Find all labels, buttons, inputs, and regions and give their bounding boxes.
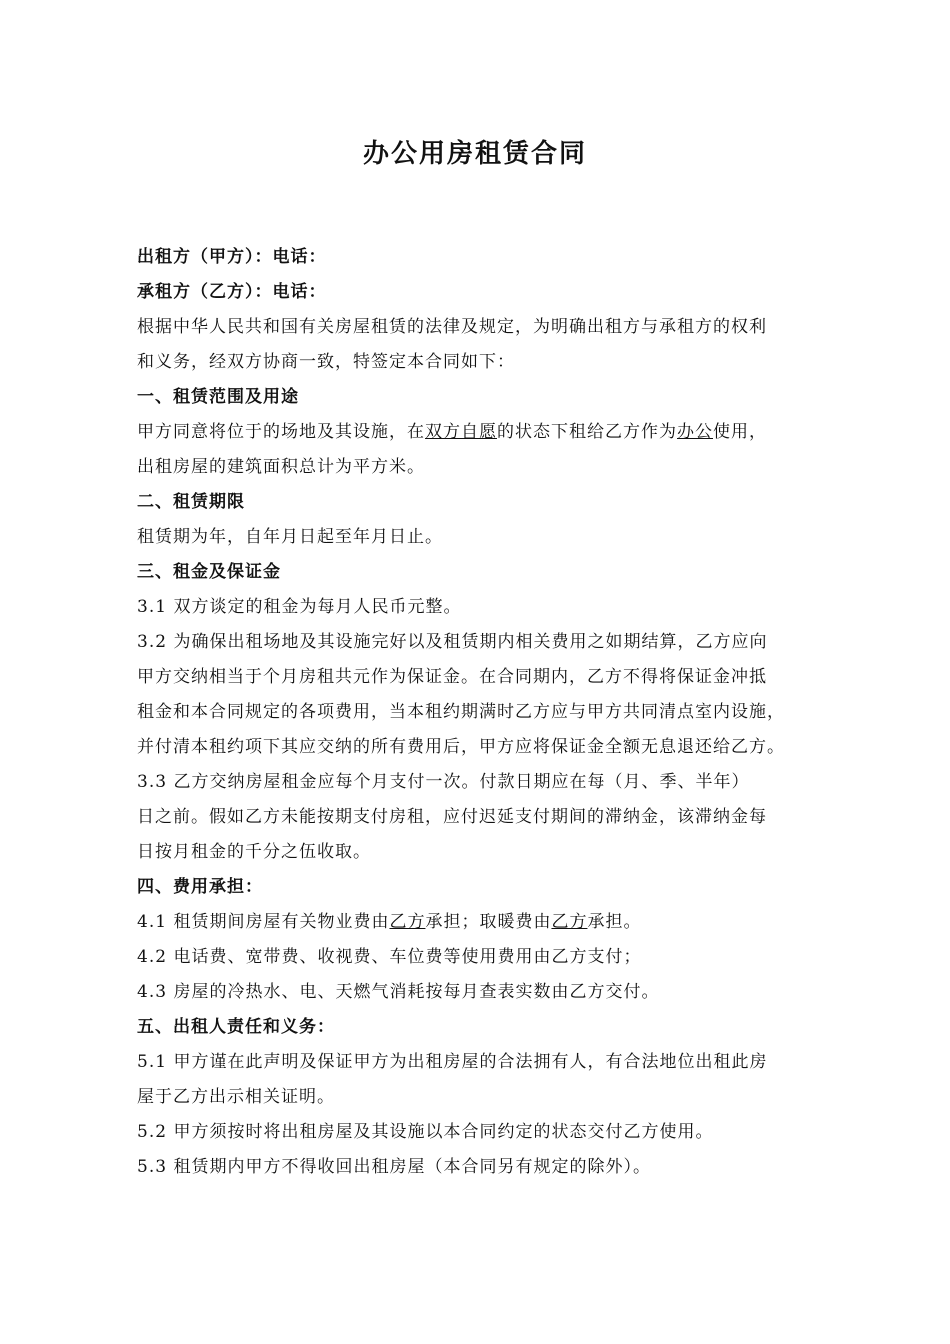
document-title: 办公用房租赁合同	[362, 139, 587, 169]
section1-line-1	[137, 415, 827, 450]
underlined-term: 双方自愿	[425, 422, 497, 442]
text-segment: 使用，	[713, 422, 767, 442]
lessor-line: 出租方（甲方）：电话：	[137, 247, 327, 267]
preamble-line-1: 根据中华人民共和国有关房屋租赁的法律及规定，为明确出租方与承租方的权利	[137, 317, 767, 337]
document-body	[137, 240, 827, 1185]
lessee-line: 承租方（乙方）：电话：	[137, 282, 327, 302]
underlined-term: 乙方	[389, 912, 426, 932]
underlined-term: 乙方	[551, 912, 588, 932]
section3-heading: 三、租金及保证金	[137, 562, 281, 582]
section5-line: 屋于乙方出示相关证明。	[137, 1087, 335, 1107]
section3-line: 3.1 双方谈定的租金为每月人民币元整。	[137, 597, 462, 617]
section3-line: 3.3 乙方交纳房屋租金应每个月支付一次。付款日期应在每（月、季、半年）	[137, 772, 750, 792]
section5-heading: 五、出租人责任和义务：	[137, 1017, 335, 1037]
section3-line: 日之前。假如乙方未能按期支付房租，应付迟延支付期间的滞纳金，该滞纳金每	[137, 807, 767, 827]
section5-line: 5.1 甲方谨在此声明及保证甲方为出租房屋的合法拥有人，有合法地位出租此房	[137, 1052, 768, 1072]
section3-line: 租金和本合同规定的各项费用，当本租约期满时乙方应与甲方共同清点室内设施，	[137, 702, 785, 722]
section4-heading: 四、费用承担：	[137, 877, 263, 897]
section3-line: 日按月租金的千分之伍收取。	[137, 842, 371, 862]
section2-heading: 二、租赁期限	[137, 492, 245, 512]
section4-line-3: 4.3 房屋的冷热水、电、天燃气消耗按每月查表实数由乙方交付。	[137, 982, 660, 1002]
section1-line-2: 出租房屋的建筑面积总计为平方米。	[137, 457, 425, 477]
section4-line-2: 4.2 电话费、宽带费、收视费、车位费等使用费用由乙方支付；	[137, 947, 642, 967]
section4-line-1	[137, 905, 827, 940]
section1-heading: 一、租赁范围及用途	[137, 387, 299, 407]
section3-line: 3.2 为确保出租场地及其设施完好以及租赁期内相关费用之如期结算，乙方应向	[137, 632, 768, 652]
text-segment: 承担；取暖费由	[425, 912, 552, 932]
section5-line: 5.2 甲方须按时将出租房屋及其设施以本合同约定的状态交付乙方使用。	[137, 1122, 714, 1142]
preamble-line-2: 和义务，经双方协商一致，特签定本合同如下：	[137, 352, 515, 372]
text-segment: 承担。	[587, 912, 642, 932]
text-segment: 甲方同意将位于的场地及其设施，在	[137, 422, 425, 442]
underlined-term: 办公	[677, 422, 713, 442]
section5-line: 5.3 租赁期内甲方不得收回出租房屋（本合同另有规定的除外）。	[137, 1157, 651, 1177]
section3-line: 甲方交纳相当于个月房租共元作为保证金。在合同期内，乙方不得将保证金冲抵	[137, 667, 767, 687]
section3-line: 并付清本租约项下其应交纳的所有费用后，甲方应将保证金全额无息退还给乙方。	[137, 737, 785, 757]
text-segment: 4.1 租赁期间房屋有关物业费由	[137, 912, 390, 932]
text-segment: 的状态下租给乙方作为	[497, 422, 677, 442]
section2-line-1: 租赁期为年，自年月日起至年月日止。	[137, 527, 443, 547]
